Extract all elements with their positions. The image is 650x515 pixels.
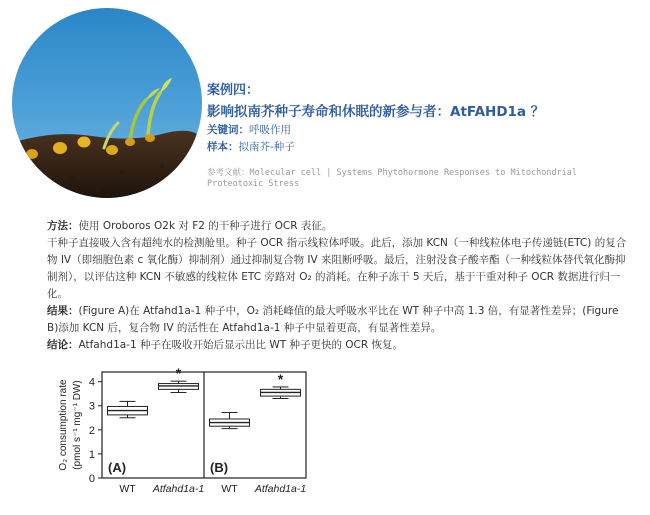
result-text: (Figure A)在 Atfahd1a-1 种子中，O₂ 消耗峰值的最大呼吸水平比在 WT 种子中高 1.3 倍，有显著性差异；(Figure B)添加 KCN 后，复合物 IV 的活性在 Atfahd1a-1 种子中显着更高，有显著性差异。: [47, 305, 619, 334]
body-text: [47, 218, 629, 354]
chart-svg: [30, 350, 330, 500]
y-tick-label: 3: [88, 400, 95, 413]
procedure-paragraph: 干种子直接吸入含有超纯水的检测舱里。种子 OCR 指示线粒体呼吸。此后，添加 KCN（一种线粒体电子传递链(ETC) 的复合物 IV（即细胞色素 c 氧化酶）抑制剂）通过抑制复合物 IV 来阻断呼吸。最后，注射没食子酸辛酯（一种线粒体替代氧化酶抑制剂），以评估这种 KCN 不敏感的线粒体 ETC 旁路对 O₂ 的消耗。在种子冻干 5 天后，基于干重对种子 OCR 数据进行归一化。: [47, 237, 627, 300]
y-tick-label: 0: [88, 473, 95, 485]
result-paragraph: [47, 303, 629, 337]
panel-label: (A): [108, 460, 127, 475]
y-axis-label: O₂ consumption rate: [58, 379, 69, 471]
ocr-box-chart: [30, 350, 330, 504]
y-tick-label: 4: [88, 376, 95, 389]
sample-value: 拟南芥-种子: [238, 141, 295, 153]
keywords-line: [207, 122, 291, 137]
y-tick-label: 1: [88, 448, 95, 461]
method-paragraph: [47, 218, 629, 235]
sample-label: 样本：: [207, 141, 239, 153]
x-tick-label: Atfahd1a-1: [254, 483, 307, 495]
reference: [207, 168, 607, 190]
conclusion-label: 结论：: [47, 339, 79, 351]
x-tick-label: WT: [221, 483, 238, 495]
y-tick-label: 2: [88, 424, 95, 437]
reference-line-2: Proteotoxic Stress: [207, 179, 300, 189]
keywords-label: 关键词：: [207, 124, 249, 136]
reference-line-1: 参考文献：Molecular cell | Systems Phytohormone Responses to Mitochondrial: [207, 168, 578, 178]
x-tick-label: WT: [119, 483, 136, 495]
result-label: 结果：: [47, 305, 79, 317]
keywords-value: 呼吸作用: [249, 124, 291, 136]
case-label: 案例四：: [207, 83, 260, 98]
significance-marker: *: [277, 370, 284, 387]
method-label: 方法：: [47, 220, 79, 232]
panel-label: (B): [210, 460, 229, 475]
method-text: 使用 Oroboros O2k 对 F2 的干种子进行 OCR 表征。: [78, 220, 333, 232]
x-tick-label: Atfahd1a-1: [152, 483, 205, 495]
conclusion-text: Atfahd1a-1 种子在吸收开始后显示出比 WT 种子更快的 OCR 恢复。: [78, 339, 404, 351]
y-axis-unit-label: (pmol s⁻¹ mg⁻¹ DW): [72, 380, 83, 470]
significance-marker: *: [175, 365, 182, 382]
sample-line: [207, 139, 295, 154]
page-title: 影响拟南芥种子寿命和休眠的新参与者：AtFAHD1a ？: [207, 104, 545, 120]
seed-germination-photo: [12, 8, 202, 198]
